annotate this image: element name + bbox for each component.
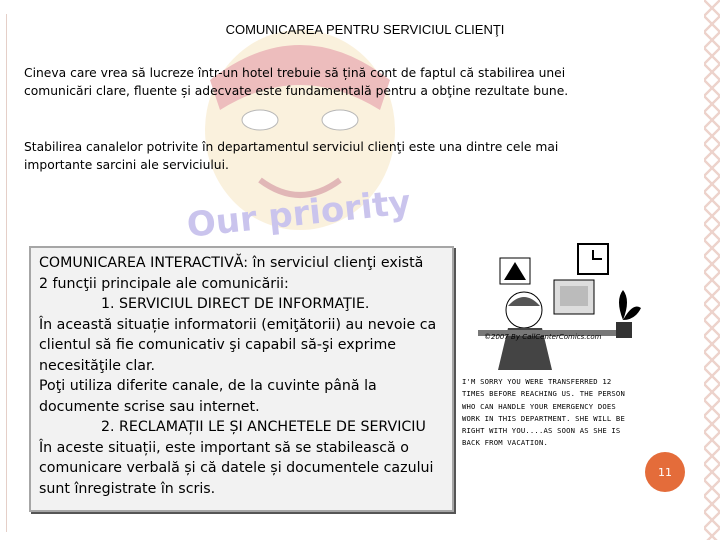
box-line: 2 funcţii principale ale comunicării: xyxy=(39,275,289,292)
paragraph-2-line-2: importante sarcini ale serviciului. xyxy=(24,158,229,172)
caption-line: RIGHT WITH YOU....AS SOON AS SHE IS xyxy=(462,426,621,436)
box-line: 2. RECLAMAȚII LE ȘI ANCHETELE DE SERVICIU xyxy=(101,419,426,435)
caption-line: BACK FROM VACATION. xyxy=(462,438,549,448)
box-line: sunt înregistrate în scris. xyxy=(39,480,216,497)
caption-line: TIMES BEFORE REACHING US. THE PERSON xyxy=(462,389,625,399)
paragraph-1-line-1: Cineva care vrea să lucreze într-un hotel trebuie să țină cont de faptul că stabilirea unei xyxy=(24,66,566,80)
box-line: necesităţile clar. xyxy=(39,357,155,374)
paragraph-1-line-2: comunicări clare, fluente și adecvate este fundamentală pentru a obţine rezultate bune. xyxy=(24,84,569,98)
watermark-text: Our priority xyxy=(185,182,413,246)
box-line: Poţi utiliza diferite canale, de la cuvinte până la xyxy=(39,378,377,394)
decorative-border xyxy=(704,0,720,540)
box-line: comunicare verbală și că datele și documentele cazului xyxy=(39,460,434,476)
caption-line: WORK IN THIS DEPARTMENT. SHE WILL BE xyxy=(462,413,625,423)
cartoon-caption xyxy=(462,376,662,450)
paragraph-2 xyxy=(24,138,624,174)
caption-line: I'M SORRY YOU WERE TRANSFERRED 12 xyxy=(462,377,612,386)
box-line: COMUNICAREA INTERACTIVĂ: în serviciul clienţi există xyxy=(39,255,424,271)
box-line: În această situație informatorii (emiţătorii) au nevoie ca xyxy=(39,316,437,333)
page-title: COMUNICAREA PENTRU SERVICIUL CLIENŢI xyxy=(225,22,505,37)
paragraph-2-line-1: Stabilirea canalelor potrivite în departamentul serviciul clienţi este una dintre cele mai xyxy=(24,140,559,154)
info-box xyxy=(29,246,454,512)
cartoon-credit: ©2007 By CallCenterComics.com xyxy=(484,333,602,341)
box-line: 1. SERVICIUL DIRECT DE INFORMAŢIE. xyxy=(101,296,370,312)
page-number-badge: 11 xyxy=(645,452,685,492)
call-center-cartoon xyxy=(458,240,658,510)
box-line: În aceste situații, este important să se stabilească o xyxy=(39,439,409,456)
caption-line: WHO CAN HANDLE YOUR EMERGENCY DOES xyxy=(462,401,616,411)
box-line: clientul să fie comunicativ şi capabil să-şi exprime xyxy=(39,337,397,353)
paragraph-1 xyxy=(24,64,624,100)
box-line: documente scrise sau internet. xyxy=(39,398,260,415)
